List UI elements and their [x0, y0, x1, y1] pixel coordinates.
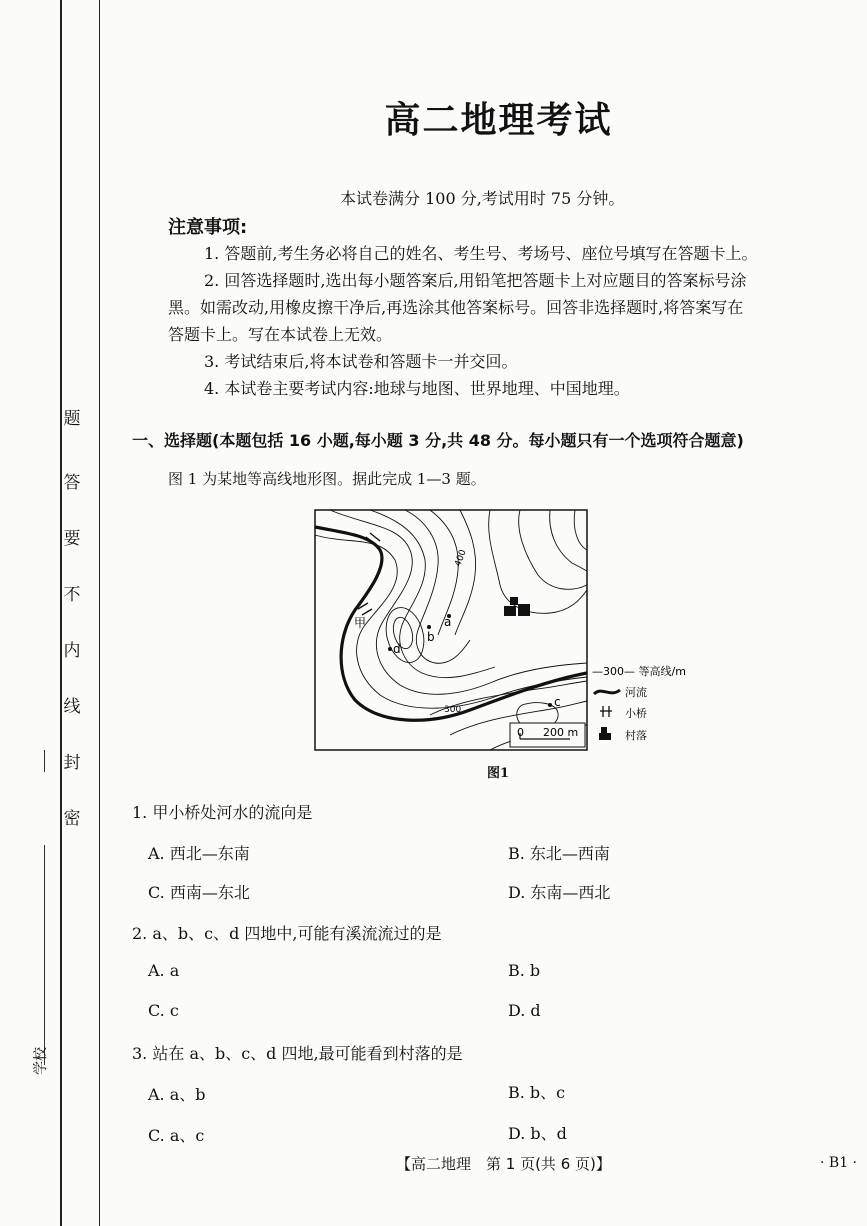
- notice-item: 1. 答题前,考生务必将自己的姓名、考生号、考场号、座位号填写在答题卡上。: [204, 244, 758, 263]
- margin-rule-inner: [99, 0, 100, 1226]
- figure-caption: 图1: [487, 766, 510, 781]
- notice-heading: 注意事项:: [168, 217, 248, 238]
- question-stem: 2. a、b、c、d 四地中,可能有溪流流过的是: [132, 924, 442, 943]
- option: C. 西南—东北: [148, 883, 250, 902]
- school-label: 学校: [33, 1047, 49, 1075]
- notice-item: 4. 本试卷主要考试内容:地球与地图、世界地理、中国地理。: [204, 379, 630, 398]
- seal-char: 封: [63, 753, 81, 773]
- margin-fill-line: [44, 845, 45, 1065]
- option: A. a: [148, 961, 180, 980]
- notice-item: 答题卡上。写在本试卷上无效。: [168, 325, 393, 344]
- question-stem: 1. 甲小桥处河水的流向是: [132, 803, 313, 822]
- option: D. b、d: [508, 1124, 567, 1143]
- page-code: · B1 ·: [820, 1155, 857, 1171]
- seal-char: 内: [63, 641, 81, 661]
- point-c-dot: [548, 703, 552, 707]
- contour-400-label: 400: [453, 548, 469, 569]
- seal-char: 线: [63, 697, 81, 717]
- legend-river-symbol: [594, 690, 620, 694]
- contour-map: [310, 505, 700, 755]
- option: A. a、b: [148, 1085, 206, 1104]
- option: C. a、c: [148, 1126, 205, 1145]
- seal-char: 不: [63, 585, 81, 605]
- legend-bridge-symbol: [600, 706, 612, 717]
- notice-item: 2. 回答选择题时,选出每小题答案后,用铅笔把答题卡上对应题目的答案标号涂: [204, 271, 747, 290]
- legend-village-symbol: [599, 727, 611, 740]
- point-d-label: d: [393, 642, 401, 656]
- bridge-label: 甲: [354, 616, 367, 630]
- section-heading: 一、选择题(本题包括 16 小题,每小题 3 分,共 48 分。每小题只有一个选项符合题意): [132, 431, 744, 450]
- legend-village: 村落: [625, 729, 647, 742]
- question-stem: 3. 站在 a、b、c、d 四地,最可能看到村落的是: [132, 1044, 463, 1063]
- point-b-label: b: [427, 630, 435, 644]
- seal-char: 要: [63, 529, 81, 549]
- notice-item: 黑。如需改动,用橡皮擦干净后,再选涂其他答案标号。回答非选择题时,将答案写在: [168, 298, 744, 317]
- option: B. b: [508, 961, 541, 980]
- scale-text: 200 m: [543, 726, 579, 739]
- seal-char: 密: [63, 809, 81, 829]
- page-title: 高二地理考试: [384, 100, 613, 141]
- option: B. b、c: [508, 1083, 566, 1102]
- page-footer: 【高二地理 第 1 页(共 6 页)】: [396, 1155, 611, 1173]
- seal-char: 答: [63, 473, 81, 493]
- contour-300-label: 300: [444, 705, 462, 715]
- margin-rule-outer: [60, 0, 62, 1226]
- option: A. 西北—东南: [148, 844, 250, 863]
- legend-river: 河流: [625, 686, 647, 699]
- seal-char: 题: [63, 409, 81, 429]
- exam-info: 本试卷满分 100 分,考试用时 75 分钟。: [340, 189, 625, 208]
- margin-tick: [44, 750, 45, 772]
- scale-bar: [510, 723, 585, 747]
- point-d-dot: [388, 647, 392, 651]
- scale-zero: 0: [517, 726, 524, 739]
- option: D. d: [508, 1001, 541, 1020]
- figure-intro: 图 1 为某地等高线地形图。据此完成 1—3 题。: [168, 470, 486, 488]
- option: B. 东北—西南: [508, 844, 610, 863]
- option: C. c: [148, 1001, 179, 1020]
- point-c-label: c: [554, 695, 561, 709]
- notice-item: 3. 考试结束后,将本试卷和答题卡一并交回。: [204, 352, 518, 371]
- legend-contour: —300— 等高线/m: [592, 665, 686, 678]
- point-a-label: a: [444, 615, 452, 629]
- point-b-dot: [427, 625, 431, 629]
- option: D. 东南—西北: [508, 883, 611, 902]
- legend-bridge: 小桥: [625, 707, 647, 720]
